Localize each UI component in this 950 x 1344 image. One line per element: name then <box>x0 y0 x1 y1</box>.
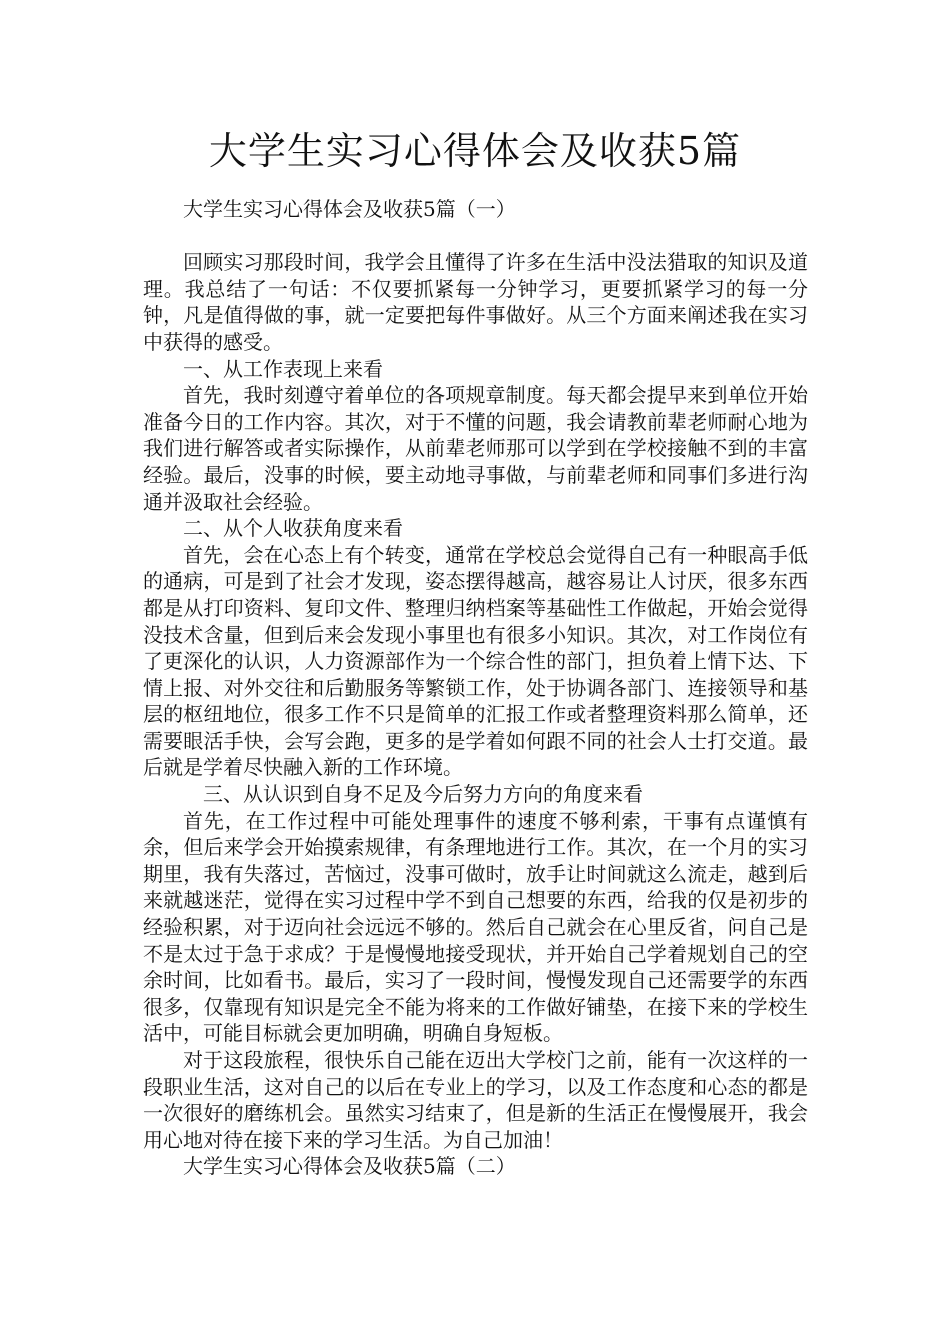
section-paragraph-personal-gains: 首先，会在心态上有个转变，通常在学校总会觉得自己有一种眼高手低的通病，可是到了社会才发现，姿态摆得越高，越容易让人讨厌，很多东西都是从打印资料、复印文件、整理归纳档案等基础性工作做起，开始会觉得没技术含量，但到后来会发现小事里也有很多小知识。其次，对工作岗位有了更深化的认识，人力资源部作为一个综合性的部门，担负着上情下达、下情上报、对外交往和后勤服务等繁锁工作，处于协调各部门、连接领导和基层的枢纽地位，很多工作不只是简单的汇报工作或者整理资料那么简单，还需要眼活手快，会写会跑，更多的是学着如何跟不同的社会人士打交道。最后就是学着尽快融入新的工作环境。 <box>143 542 808 780</box>
intro-paragraph: 回顾实习那段时间，我学会且懂得了许多在生活中没法猎取的知识及道理。我总结了一句话：不仅要抓紧每一分钟学习，更要抓紧学习的每一分钟，凡是值得做的事，就一定要把每件事做好。从三个方面来阐述我在实习中获得的感受。 <box>143 250 808 354</box>
part-two-heading: 大学生实习心得体会及收获5篇（二） <box>183 1154 516 1179</box>
section-heading-shortcomings: 三、从认识到自身不足及今后努力方向的角度来看 <box>203 782 643 807</box>
section-heading-personal-gains: 二、从个人收获角度来看 <box>183 516 403 541</box>
document-title: 大学生实习心得体会及收获5篇 <box>208 129 742 173</box>
document-body <box>143 196 808 1180</box>
blank-line <box>143 223 808 250</box>
section-paragraph-work-performance: 首先，我时刻遵守着单位的各项规章制度。每天都会提早来到单位开始准备今日的工作内容。其次，对于不懂的问题，我会请教前辈老师耐心地为我们进行解答或者实际操作，从前辈老师那可以学到在学校接触不到的丰富经验。最后，没事的时候，要主动地寻事做，与前辈老师和同事们多进行沟通并汲取社会经验。 <box>143 383 808 514</box>
conclusion-paragraph: 对于这段旅程，很快乐自己能在迈出大学校门之前，能有一次这样的一段职业生活，这对自己的以后在专业上的学习，以及工作态度和心态的都是一次很好的磨练机会。虽然实习结束了，但是新的生活正在慢慢展开，我会用心地对待在接下来的学习生活。为自己加油！ <box>143 1048 808 1152</box>
section-paragraph-shortcomings: 首先，在工作过程中可能处理事件的速度不够利索，干事有点谨慎有余，但后来学会开始摸索规律，有条理地进行工作。其次，在一个月的实习期里，我有失落过，苦恼过，没事可做时，放手让时间就这么流走，越到后来就越迷茫，觉得在实习过程中学不到自己想要的东西，给我的仅是初步的经验积累，对于迈向社会远远不够的。然后自己就会在心里反省，问自己是不是太过于急于求成？于是慢慢地接受现状，并开始自己学着规划自己的空余时间，比如看书。最后，实习了一段时间，慢慢发现自己还需要学的东西很多，仅靠现有知识是完全不能为将来的工作做好铺垫，在接下来的学校生活中，可能目标就会更加明确，明确自身短板。 <box>143 808 808 1046</box>
section-heading-work-performance: 一、从工作表现上来看 <box>183 356 383 381</box>
part-one-heading: 大学生实习心得体会及收获5篇（一） <box>183 197 516 221</box>
